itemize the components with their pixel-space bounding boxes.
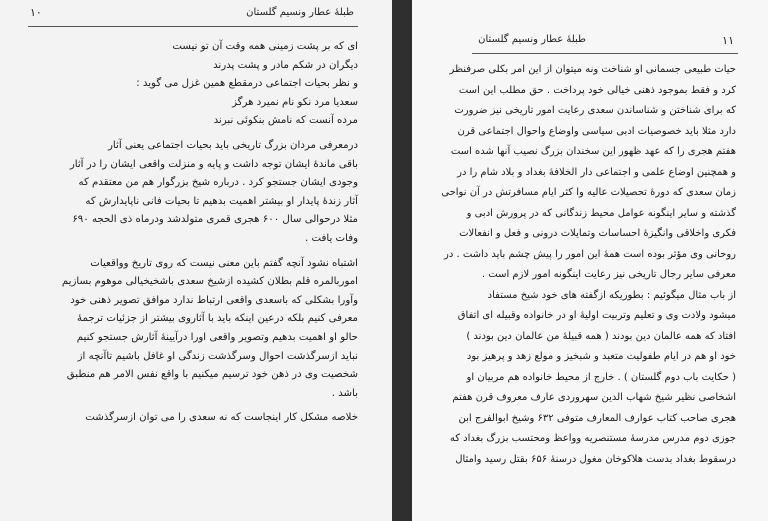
text-line: آثار زندهٔ پایدار او بیشتر اهمیت بدهیم تا بحیات فانی ناپایدارش که <box>85 195 358 207</box>
text-line: شخصیت وی در ذهن خود ترسیم میکنیم با واقع نفس الامر هم منطبق <box>66 369 358 381</box>
text-line: هفتم هجری را که عهد ظهور این سخندان بزرگ نصیب آنها شده است <box>450 146 736 157</box>
text-line: دارد مثلا باید خصوصیات ادبی سیاسی واوضاع واحوال اجتماعی قرن <box>457 125 736 137</box>
text-line: و همچنین اوضاع علمی و اجتماعی دار الخلافهٔ بغداد و بلاد شام را در <box>457 166 736 178</box>
text-line: افتاد که همه عالمان دین بودند ( همه قبیلهٔ من عالمان دین بودند ) <box>466 330 736 342</box>
text-line: ای که بر پشت زمینی همه وقت آن تو نیست <box>172 41 358 52</box>
text-line: زمان سعدی که دورهٔ تحصیلات عالیه وا کثر ایام مسافرتش در آن نواحی <box>441 187 736 198</box>
text-line: روحانی وی مؤثر بوده است همهٔ این امور را پیش چشم باید داشت . در <box>444 248 736 260</box>
left-page-number: ۱۰ <box>30 6 42 19</box>
right-page-number: ۱۱ <box>722 34 734 47</box>
text-line: ( حکایت باب دوم گلستان ) . خارج از محیط خانواده هم مربیان او <box>466 371 736 383</box>
text-line: خود او هم در ایام طفولیت متعبد و شبخیز و مولع زهد و پرهیز بود <box>466 351 736 362</box>
text-line: وآورا بشکلی که باسعدی واقعی ارتباط ندارد موافق تصویر ذهنی خود <box>70 294 358 306</box>
text-line: هجری صاحب کتاب عوارف المعارف متوفی ۶۳۲ وشیخ ابوالفرج ابن <box>458 412 736 424</box>
right-page <box>412 0 768 521</box>
text-line: درمعرفی مردان بزرگ تاریخی باید بحیات اجتماعی یعنی آثار <box>108 139 358 151</box>
text-line: حالو او اهمیت بدهیم وتصویر واقعی اورا درآیینهٔ آثارش جستجو کنیم <box>76 331 358 343</box>
text-line: که برای شناختن و شناساندن سعدی رعایت امور تاریخی نیز ضرورت <box>454 105 736 116</box>
page-gutter <box>392 0 412 521</box>
text-line: و نظر بحیات اجتماعی درمقطع همین غزل می گوید : <box>136 78 358 90</box>
text-line: درسقوط بغداد بدست هلاکوخان مغول درسنهٔ ۶۵۶ بقتل رسید وامثال <box>455 453 736 465</box>
text-line: گذشته و سایر اینگونه عوامل محیط زندگانی که در پرورش ادبی و <box>466 207 736 219</box>
text-line: مثلا درحوالی سال ۶۰۰ هجری قمری متولدشد ودرماه ذی الحجه ۶۹۰ <box>72 214 358 226</box>
text-line: باشد . <box>331 387 358 399</box>
left-page-header: طبلهٔ عطار ونسیم گلستان <box>246 7 354 18</box>
right-page-body <box>441 60 736 470</box>
right-page-header: طبلهٔ عطار ونسیم گلستان <box>478 34 586 45</box>
text-line: اشخاصی نظیر شیخ شهاب الدین سهروردی عارف معروف قرن هفتم <box>452 392 736 403</box>
text-line: مرده آنست که نامش بنکوئی نبرند <box>213 115 358 127</box>
left-page-body <box>28 38 358 428</box>
text-line: فکری واخلاقی وانگیزهٔ احساسات وتمایلات درونی و فعل و انفعالات <box>459 228 736 239</box>
left-header-rule <box>28 26 358 27</box>
text-line: وجودی ایشان جستجو کرد . درباره شیخ بزرگوار هم من معتقدم که <box>78 177 358 189</box>
text-line: اموربالمره قلم بطلان کشیده ازشیخ سعدی باشخیخیالی موهوم بسازیم <box>61 276 358 288</box>
right-header-rule <box>472 53 738 54</box>
text-line: حیات طبیعی جسمانی او شناخت ونه میتوان از این امر بکلی صرفنظر <box>449 64 736 75</box>
text-line: سعدیا مرد نکو نام نمیرد هرگز <box>232 96 358 108</box>
text-line: وفات یافت . <box>304 232 358 244</box>
text-line: جوزی دوم مدرس مدرسهٔ مستنصریه وواعظ ومحتسب بزرگ بغداد که <box>449 433 736 444</box>
text-line: معرفی سایر رجال تاریخی نیز رعایت اینگونه امور لازم است . <box>481 269 736 280</box>
text-line: باقی ماندهٔ ایشان توجه داشت و پایه و منزلت واقعی ایشان را در آثار <box>69 158 358 170</box>
text-line: دیگران در شکم مادر و پشت پدرند <box>213 59 358 71</box>
text-line: خلاصه مشکل کار اینجاست که نه سعدی را می توان ازسرگذشت <box>85 412 358 424</box>
text-line: اشتباه نشود آنچه گفتم باین معنی نیست که روی تاریخ وواقعیات <box>90 257 358 269</box>
text-line: میشود ولادت وی و تعلیم وتربیت اولیهٔ او در خانواده وقبیله ای اتفاق <box>457 310 736 321</box>
text-line: نباید ازسرگذشت احوال وسرگذشت زندگی او غافل باشیم تاآنچه از <box>77 350 358 362</box>
text-line: کرد و فقط بموجود ذهنی خیالی خود پرداخت . حق مطلب این است <box>458 84 736 96</box>
text-line: از باب مثال میگوئیم : بطوریکه ازگفته های خود شیخ مستفاد <box>487 289 736 301</box>
text-line: معرفی کنیم بلکه درعین اینکه باید با آثاروی بیشتر از جزئیات ترجمهٔ <box>77 313 358 325</box>
